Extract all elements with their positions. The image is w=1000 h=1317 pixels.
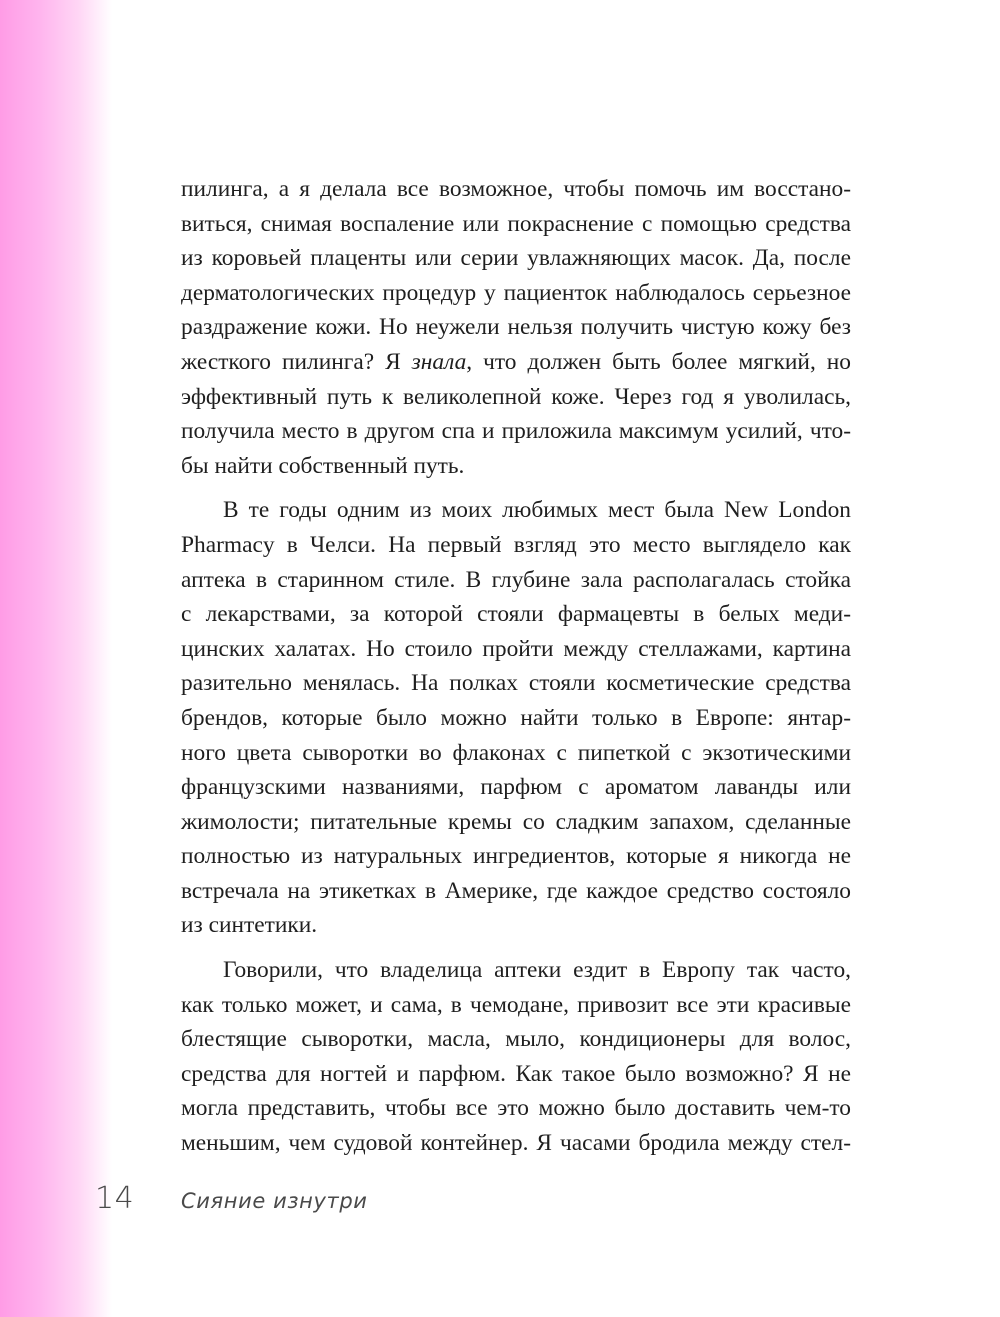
text-line: как только может, и сама, в чемодане, привозит все эти красивые — [181, 991, 851, 1018]
text-line: виться, снимая воспаление или покраснение с помощью средства — [181, 210, 851, 237]
text-line: пилинга, а я делала все возможное, чтобы помочь им восстано- — [181, 176, 851, 202]
text-segment: жесткого пилинга? Я — [181, 348, 412, 375]
text-line: французскими названиями, парфюм с ароматом лаванды или — [181, 774, 851, 801]
paragraph-1 — [181, 172, 851, 483]
text-line: дерматологических процедур у пациенток наблюдалось серьезное — [181, 279, 851, 306]
text-line: ного цвета сыворотки во флаконах с пипеткой с экзотическими — [181, 739, 851, 766]
text-line: полностью из натуральных ингредиентов, которые я никогда не — [181, 843, 851, 870]
text-line: встречала на этикетках в Америке, где каждое средство состояло — [181, 877, 851, 904]
text-line: из коровьей плаценты или серии увлажняющих масок. Да, после — [181, 245, 851, 272]
body-text — [181, 172, 851, 1171]
text-line: Pharmacy в Челси. На первый взгляд это место выглядело как — [181, 531, 851, 558]
text-line: раздражение кожи. Но неужели нельзя получить чистую кожу без — [181, 314, 851, 341]
text-line: жимолости; питательные кремы со сладким запахом, сделанные — [181, 808, 851, 835]
text-line — [181, 345, 851, 380]
page-edge-color-band — [0, 0, 112, 1317]
text-line: разительно менялась. На полках стояли косметические средства — [181, 670, 851, 697]
text-line: меньшим, чем судовой контейнер. Я часами бродила между стел- — [181, 1130, 851, 1157]
text-line: цинских халатах. Но стоило пройти между стеллажами, картина — [181, 635, 851, 662]
text-segment: , что должен быть более мягкий, но — [466, 348, 851, 375]
text-line: аптека в старинном стиле. В глубине зала располагалась стойка — [181, 566, 851, 593]
text-line: с лекарствами, за которой стояли фармацевты в белых меди- — [181, 601, 851, 628]
page-number: 14 — [95, 1181, 135, 1216]
paragraph-2 — [181, 493, 851, 943]
paragraph-3 — [181, 953, 851, 1161]
text-line: бы найти собственный путь. — [181, 452, 465, 479]
text-line: могла представить, чтобы все это можно было доставить чем-то — [181, 1095, 851, 1122]
text-line: из синтетики. — [181, 912, 318, 939]
text-line: средства для ногтей и парфюм. Как такое было возможно? Я не — [181, 1060, 851, 1087]
text-line: Говорили, что владелица аптеки ездит в Европу так часто, — [223, 957, 851, 984]
text-line: получила место в другом спа и приложила максимум усилий, что- — [181, 418, 851, 445]
text-line: В те годы одним из моих любимых мест была New London — [223, 497, 851, 524]
text-line: блестящие сыворотки, масла, мыло, кондиционеры для волос, — [181, 1026, 851, 1053]
running-title: Сияние изнутри — [181, 1189, 368, 1213]
text-line: брендов, которые было можно найти только в Европе: янтар- — [181, 704, 851, 731]
text-line: эффективный путь к великолепной коже. Через год я уволилась, — [181, 383, 851, 410]
emphasized-word: знала — [411, 348, 467, 375]
